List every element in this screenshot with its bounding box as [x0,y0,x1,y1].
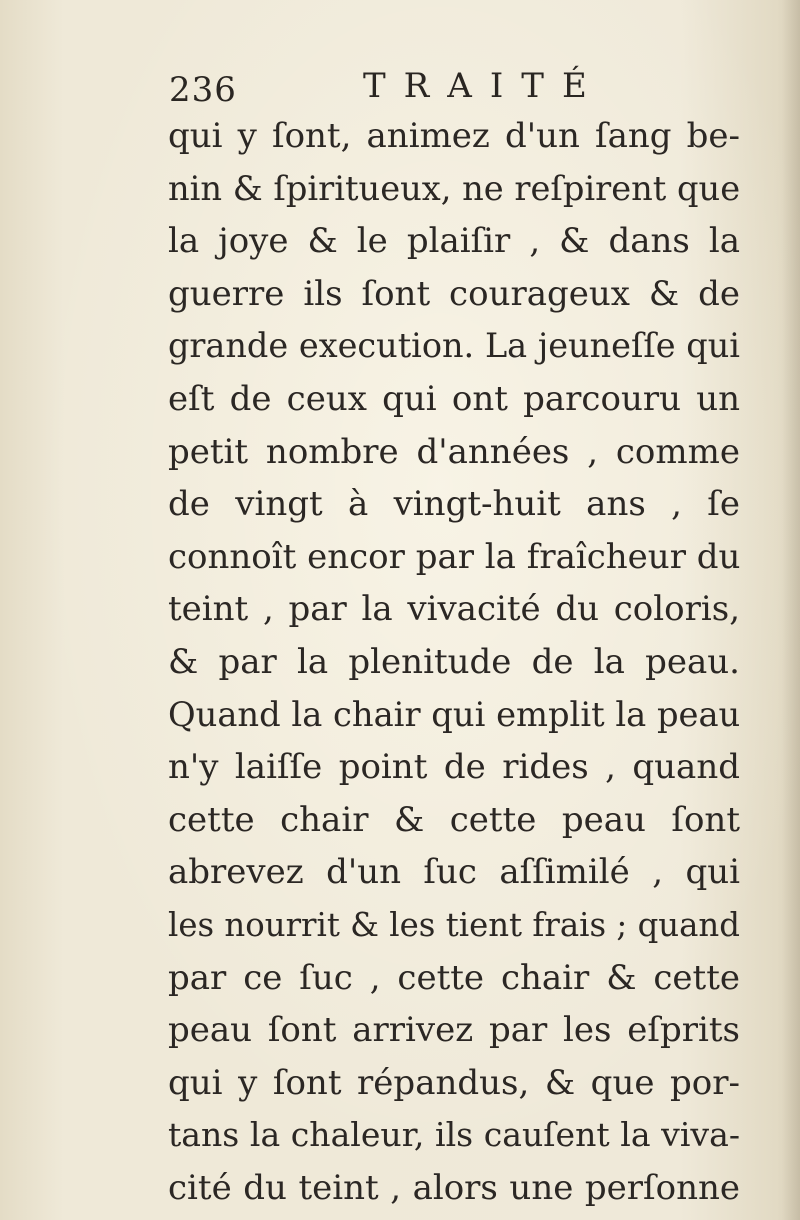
text-line: tans la chaleur, ils cauſent la viva- [168,1115,740,1155]
text-line: cité du teint , alors une perſonne [168,1167,740,1208]
text-line: teint , par la vivacité du coloris, [168,589,740,630]
text-line: peau ſont arrivez par les eſprits [168,1010,740,1051]
text-line: connoît encor par la fraîcheur du [168,536,741,577]
text-line: eſt de ceux qui ont parcouru un [168,378,740,419]
text-line: cette chair & cette peau ſont [168,799,740,840]
text-line: guerre ils ſont courageux & de [168,273,740,314]
body-text [168,110,740,1214]
text-line: la joye & le plaiſir , & dans la [168,221,740,262]
text-line: petit nombre d'années , comme [168,431,740,472]
text-line: qui y ſont répandus, & que por- [168,1062,740,1103]
page-header [165,64,745,116]
text-line: Quand la chair qui emplit la peau [168,694,741,734]
text-line: nin & ſpiritueux, ne reſpirent que [168,168,741,208]
text-line: & par la plenitude de la peau. [168,641,740,682]
text-line: par ce ſuc , cette chair & cette [168,957,740,998]
text-line: les nourrit & les tient frais ; quand [168,905,740,944]
page-gutter-shadow [782,0,800,1220]
page-number: 236 [169,70,237,110]
text-line: grande execution. La jeuneſſe qui [168,326,740,366]
text-line: de vingt à vingt-huit ans , ſe [168,484,740,525]
running-head: TRAITÉ [363,66,605,106]
text-line: n'y laiſſe point de rides , quand [168,747,740,788]
text-line: abrevez d'un ſuc aſſimilé , qui [168,852,740,893]
text-line: qui y ſont, animez d'un ſang be- [168,116,740,156]
